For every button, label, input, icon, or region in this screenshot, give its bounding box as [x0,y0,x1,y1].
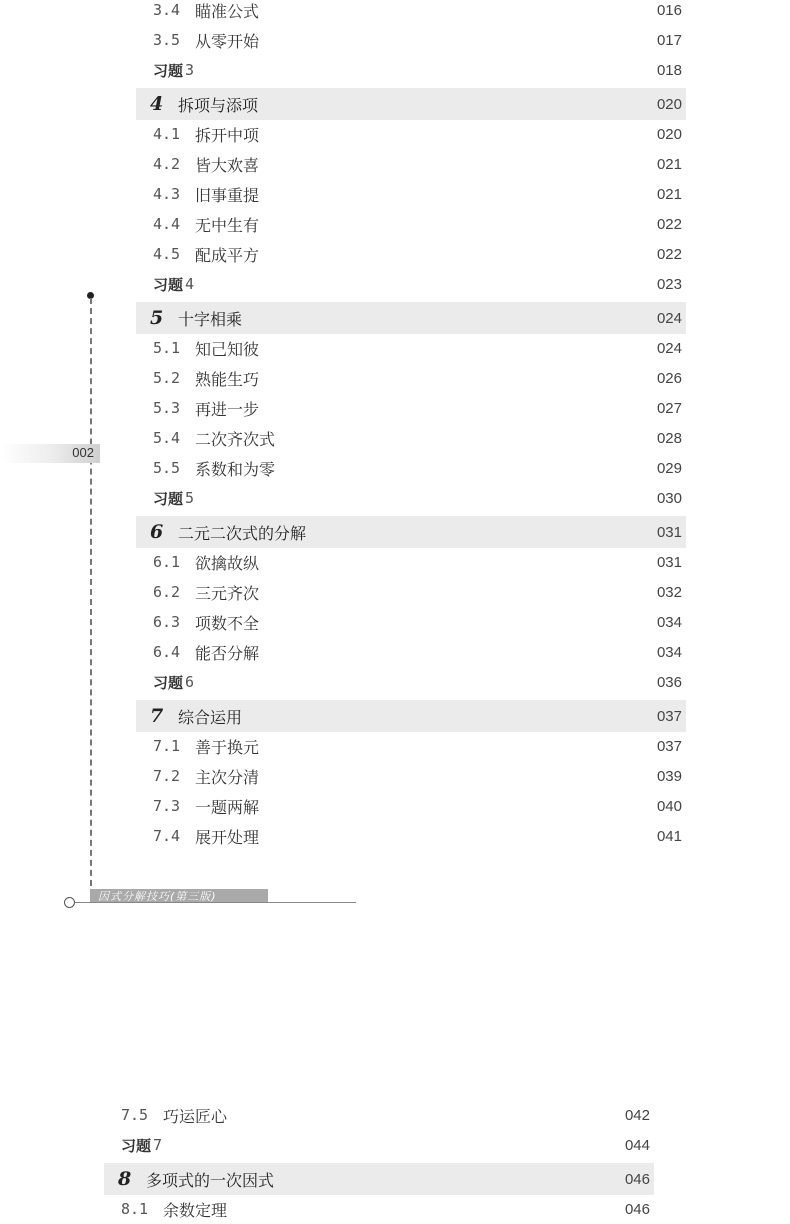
chapter-title: 十字相乘 [178,309,243,329]
exercise-number: 5 [185,489,195,507]
section-row [153,25,682,55]
chapter-page: 037 [656,707,682,725]
exercise-number: 6 [185,673,195,691]
section-title: 展开处理 [195,827,260,847]
section-number: 8.1 [121,1200,149,1218]
section-number: 6.4 [153,643,181,661]
section-number: 5.3 [153,399,181,417]
section-number: 7.5 [121,1106,149,1124]
page-number-tab [0,444,100,463]
section-row [153,333,682,363]
exercise-number: 7 [153,1136,163,1154]
section-page: 023 [656,275,682,293]
section-number: 4.1 [153,125,181,143]
chapter-number: 4 [150,93,164,115]
section-page: 032 [656,583,682,601]
section-title: 能否分解 [195,643,260,663]
section-row [153,239,682,269]
section-title: 二次齐次式 [195,429,276,449]
section-page: 020 [656,125,682,143]
section-number: 3.4 [153,1,181,19]
section-number: 6.2 [153,583,181,601]
section-page: 036 [656,673,682,691]
section-number: 6.3 [153,613,181,631]
exercise-label: 习题 [153,275,184,294]
section-title: 巧运匠心 [163,1106,228,1126]
section-page: 031 [656,553,682,571]
section-title: 善于换元 [195,737,260,757]
section-title: 熟能生巧 [195,369,260,389]
section-number: 5.1 [153,339,181,357]
exercise-label: 习题 [121,1136,152,1155]
chapter-title: 综合运用 [178,707,243,727]
section-page: 039 [656,767,682,785]
footer-circle-icon [64,897,75,908]
section-page: 021 [656,155,682,173]
chapter-page: 024 [656,309,682,327]
exercise-row [121,1130,650,1160]
section-page: 016 [656,1,682,19]
section-page: 046 [624,1200,650,1218]
book-title: 因式分解技巧(第三版) [98,889,217,903]
exercise-label: 习题 [153,673,184,692]
section-number: 7.3 [153,797,181,815]
section-title: 知己知彼 [195,339,260,359]
section-row [153,393,682,423]
section-number: 6.1 [153,553,181,571]
section-number: 4.3 [153,185,181,203]
section-title: 欲擒故纵 [195,553,260,573]
exercise-row [153,667,682,697]
section-title: 皆大欢喜 [195,155,260,175]
section-number: 7.1 [153,737,181,755]
section-number: 5.2 [153,369,181,387]
section-title: 旧事重提 [195,185,260,205]
section-number: 5.4 [153,429,181,447]
chapter-number: 7 [150,705,164,727]
exercise-row [153,483,682,513]
section-page: 034 [656,613,682,631]
section-number: 3.5 [153,31,181,49]
chapter-heading [136,302,686,334]
section-row [153,179,682,209]
section-page: 040 [656,797,682,815]
exercise-number: 3 [185,61,195,79]
chapter-number: 6 [150,521,164,543]
section-title: 瞄准公式 [195,1,260,21]
section-page: 044 [624,1136,650,1154]
chapter-title: 多项式的一次因式 [146,1170,275,1190]
section-number: 4.5 [153,245,181,263]
chapter-page: 031 [656,523,682,541]
section-page: 028 [656,429,682,447]
section-page: 024 [656,339,682,357]
exercise-label: 习题 [153,61,184,80]
section-row [153,637,682,667]
exercise-row [153,55,682,85]
section-title: 再进一步 [195,399,260,419]
section-page: 034 [656,643,682,661]
exercise-number: 4 [185,275,195,293]
margin-dashed-line [90,298,92,896]
section-row [153,731,682,761]
chapter-heading [136,516,686,548]
section-row [153,119,682,149]
section-page: 026 [656,369,682,387]
section-page: 029 [656,459,682,477]
section-title: 系数和为零 [195,459,276,479]
chapter-number: 5 [150,307,164,329]
section-page: 022 [656,245,682,263]
section-number: 4.4 [153,215,181,233]
section-row [153,821,682,851]
section-title: 项数不全 [195,613,260,633]
section-page: 042 [624,1106,650,1124]
section-row [153,0,682,25]
section-number: 7.2 [153,767,181,785]
chapter-title: 拆项与添项 [178,95,259,115]
chapter-heading [136,700,686,732]
section-title: 拆开中项 [195,125,260,145]
section-row [153,453,682,483]
chapter-title: 二元二次式的分解 [178,523,307,543]
section-title: 主次分清 [195,767,260,787]
section-title: 配成平方 [195,245,260,265]
section-row [153,363,682,393]
section-row [153,209,682,239]
section-row [153,423,682,453]
section-page: 021 [656,185,682,203]
chapter-page: 020 [656,95,682,113]
section-row [153,791,682,821]
exercise-row [153,269,682,299]
chapter-page: 046 [624,1170,650,1188]
section-row [153,761,682,791]
chapter-heading [104,1163,654,1195]
page-number: 002 [72,445,94,460]
section-row [153,577,682,607]
section-number: 5.5 [153,459,181,477]
section-title: 一题两解 [195,797,260,817]
section-page: 041 [656,827,682,845]
chapter-number: 8 [118,1168,132,1190]
section-row [153,607,682,637]
section-page: 017 [656,31,682,49]
section-page: 022 [656,215,682,233]
section-row [121,1194,650,1224]
section-number: 4.2 [153,155,181,173]
section-page: 030 [656,489,682,507]
section-page: 027 [656,399,682,417]
exercise-label: 习题 [153,489,184,508]
section-title: 无中生有 [195,215,260,235]
section-page: 037 [656,737,682,755]
section-title: 从零开始 [195,31,260,51]
section-page: 018 [656,61,682,79]
section-row [153,149,682,179]
section-title: 三元齐次 [195,583,260,603]
section-row [153,547,682,577]
section-row [121,1100,650,1130]
chapter-heading [136,88,686,120]
running-footer [90,889,268,902]
section-number: 7.4 [153,827,181,845]
section-title: 余数定理 [163,1200,228,1220]
